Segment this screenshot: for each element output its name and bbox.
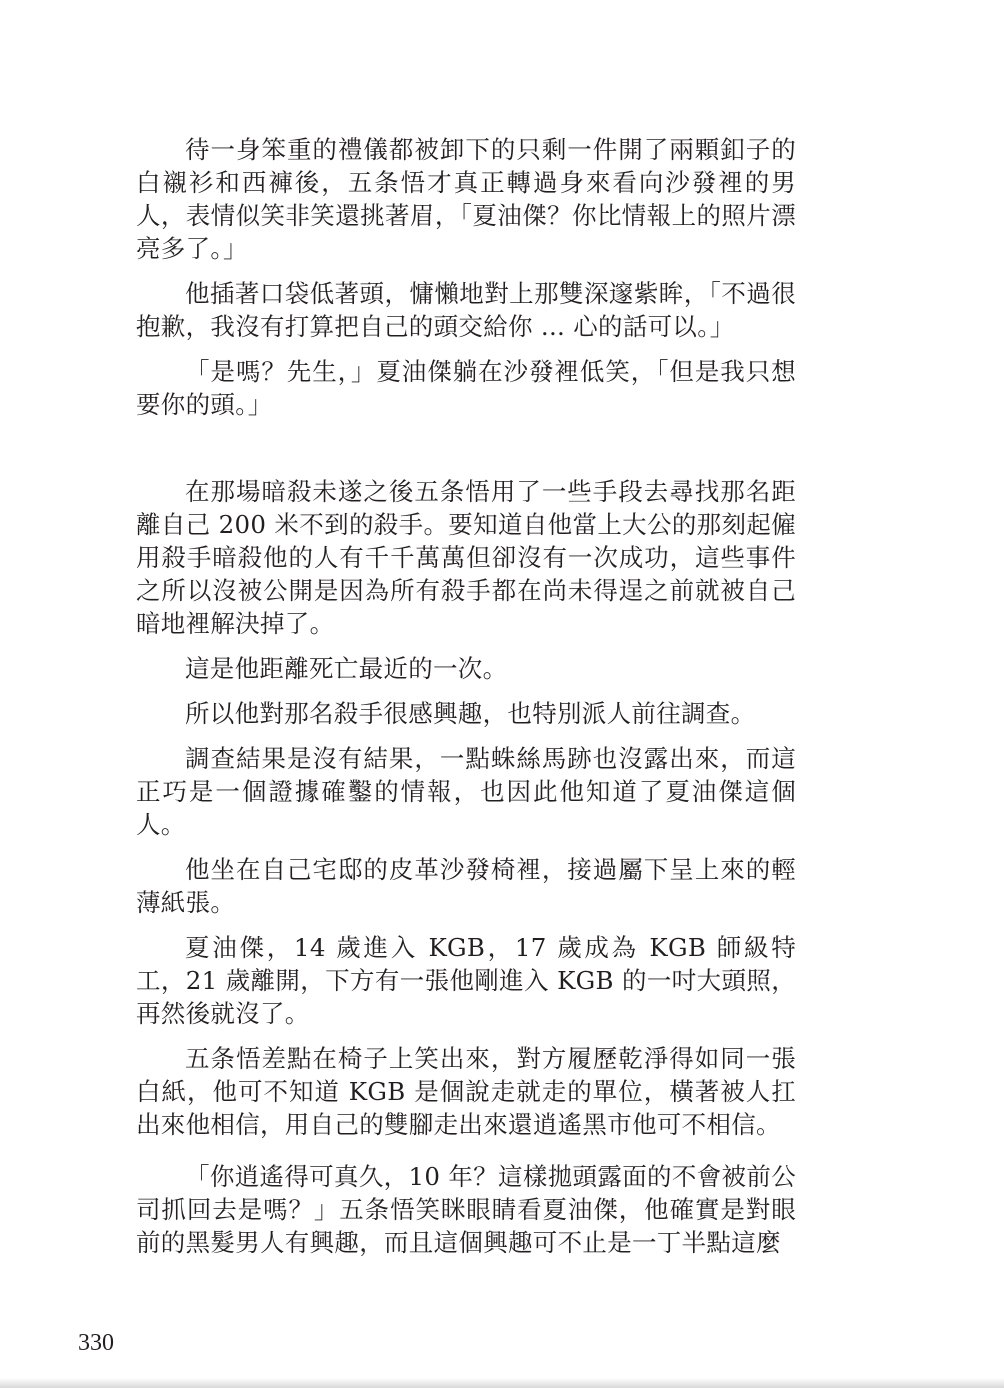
- paragraph: 「你逍遙得可真久，10 年？這樣拋頭露面的不會被前公司抓回去是嗎？」五条悟笑眯眼睛看夏油傑，他確實是對眼前的黑髮男人有興趣，而且這個興趣可不止是一丁半點這麼: [136, 1162, 796, 1257]
- paragraph: 這是他距離死亡最近的一次。: [185, 654, 508, 683]
- paragraph: 「是嗎？先生，」夏油傑躺在沙發裡低笑，「但是我只想要你的頭。」: [136, 357, 796, 419]
- page-edge-shadow: [0, 1378, 1004, 1388]
- paragraph: 他坐在自己宅邸的皮革沙發椅裡，接過屬下呈上來的輕薄紙張。: [136, 855, 796, 917]
- paragraph: 他插著口袋低著頭，慵懶地對上那雙深邃紫眸，「不過很抱歉，我沒有打算把自己的頭交給你 ... 心的話可以。」: [136, 279, 796, 341]
- paragraph: 五条悟差點在椅子上笑出來，對方履歷乾淨得如同一張白紙，他可不知道 KGB 是個說走就走的單位，橫著被人扛出來他相信，用自己的雙腳走出來還逍遙黑市他可不相信。: [136, 1044, 796, 1139]
- paragraph: 在那場暗殺未遂之後五条悟用了一些手段去尋找那名距離自己 200 米不到的殺手。要知道自他當上大公的那刻起僱用殺手暗殺他的人有千千萬萬但卻沒有一次成功，這些事件之所以沒被公開是因為所有殺手都在尚未得逞之前就被自己暗地裡解決掉了。: [136, 477, 796, 638]
- page-number: 330: [78, 1330, 114, 1356]
- section-3: [136, 1160, 796, 1271]
- paragraph: 所以他對那名殺手很感興趣，也特別派人前往調查。: [185, 699, 756, 728]
- section-2: [136, 475, 796, 1153]
- section-1: [136, 133, 796, 433]
- paragraph: 夏油傑，14 歲進入 KGB，17 歲成為 KGB 師級特工，21 歲離開，下方有一張他剛進入 KGB 的一吋大頭照，再然後就沒了。: [136, 933, 796, 1028]
- paragraph: 調查結果是沒有結果，一點蛛絲馬跡也沒露出來，而這正巧是一個證據確鑿的情報，也因此他知道了夏油傑這個人。: [136, 744, 796, 839]
- paragraph: 待一身笨重的禮儀都被卸下的只剩一件開了兩顆釦子的白襯衫和西褲後，五条悟才真正轉過身來看向沙發裡的男人，表情似笑非笑還挑著眉，「夏油傑？你比情報上的照片漂亮多了。」: [136, 135, 796, 263]
